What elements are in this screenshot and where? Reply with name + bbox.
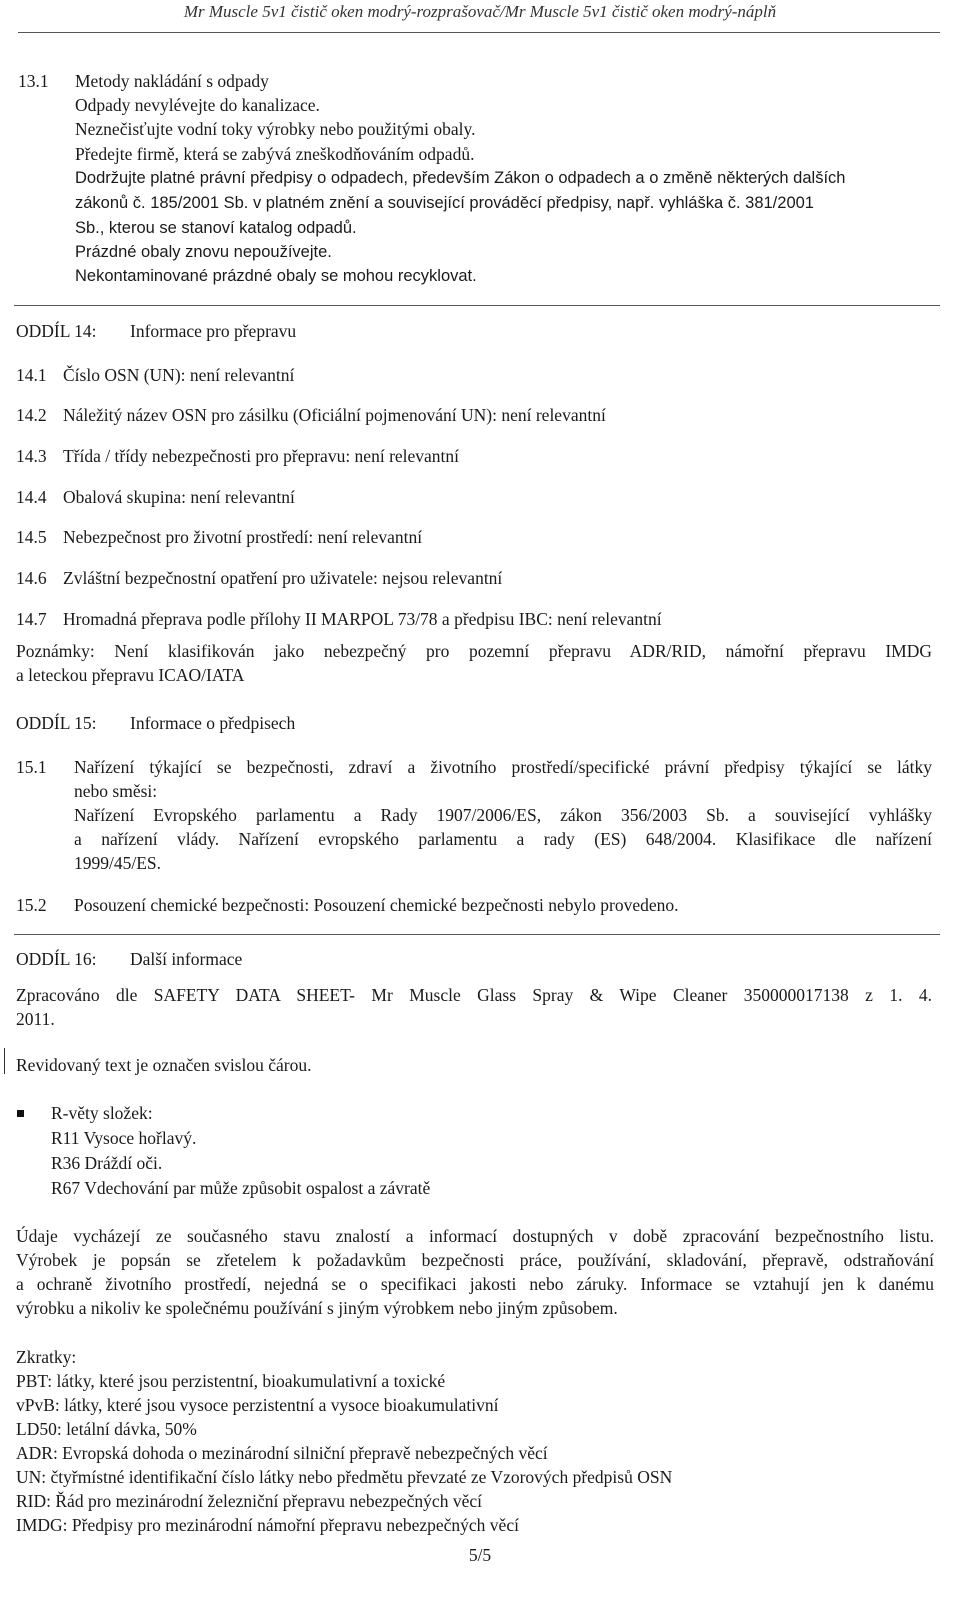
item-number: 13.1 bbox=[18, 71, 49, 91]
text-line: zákonů č. 185/2001 Sb. v platném znění a související prováděcí předpisy, např. vyhláška č. 381/2001 bbox=[75, 194, 814, 212]
section-label: ODDÍL 15: bbox=[16, 713, 97, 733]
item-number: 14.5 bbox=[16, 527, 47, 547]
item-text: Nebezpečnost pro životní prostředí: není relevantní bbox=[63, 527, 423, 547]
r-phrase: R67 Vdechování par může způsobit ospalost a závratě bbox=[51, 1178, 431, 1198]
abbreviations-title: Zkratky: bbox=[16, 1347, 77, 1367]
section-divider bbox=[14, 305, 940, 306]
text-line: Předejte firmě, která se zabývá zneškodňováním odpadů. bbox=[75, 144, 475, 164]
transport-note: a leteckou přepravu ICAO/IATA bbox=[16, 665, 245, 685]
text-line: Neznečisťujte vodní toky výrobky nebo použitými obaly. bbox=[75, 119, 476, 139]
item-number: 14.4 bbox=[16, 487, 47, 507]
item-text: 1999/45/ES. bbox=[74, 853, 162, 873]
text-line: Odpady nevylévejte do kanalizace. bbox=[75, 95, 320, 115]
processed-note: Zpracováno dle SAFETY DATA SHEET- Mr Muscle Glass Spray & Wipe Cleaner 350000017138 z 1. 4. bbox=[16, 985, 932, 1005]
item-title: Metody nakládání s odpady bbox=[75, 71, 269, 91]
section-title: Informace pro přepravu bbox=[130, 321, 297, 341]
disclaimer-line: Výrobek je popsán se zřetelem k požadavkům bezpečnosti práce, používání, skladování, přepravě, odstraňování bbox=[16, 1250, 934, 1270]
r-phrase: R36 Dráždí oči. bbox=[51, 1153, 163, 1173]
abbreviation: LD50: letální dávka, 50% bbox=[16, 1419, 197, 1439]
transport-note: Poznámky: Není klasifikován jako nebezpečný pro pozemní přepravu ADR/RID, námořní přepravu IMDG bbox=[16, 641, 932, 661]
item-number: 15.1 bbox=[16, 757, 47, 777]
abbreviation: PBT: látky, které jsou perzistentní, bioakumulativní a toxické bbox=[16, 1371, 446, 1391]
processed-note: 2011. bbox=[16, 1009, 55, 1029]
item-text: Nařízení Evropského parlamentu a Rady 1907/2006/ES, zákon 356/2003 Sb. a související vyhlášky bbox=[74, 805, 932, 825]
revision-bar bbox=[4, 1048, 5, 1074]
page-number: 5/5 bbox=[468, 1545, 492, 1565]
item-text: Hromadná přeprava podle přílohy II MARPOL 73/78 a předpisu IBC: není relevantní bbox=[63, 609, 662, 629]
r-phrase: R11 Vysoce hořlavý. bbox=[51, 1128, 197, 1148]
item-number: 14.3 bbox=[16, 446, 47, 466]
item-text: nebo směsi: bbox=[74, 781, 158, 801]
item-number: 14.6 bbox=[16, 568, 47, 588]
disclaimer-line: a ochraně životního prostředí, nejedná se o specifikaci jakosti nebo záruky. Informace se vztahují jen k danému bbox=[16, 1274, 934, 1294]
text-line: Nekontaminované prázdné obaly se mohou recyklovat. bbox=[75, 267, 477, 285]
text-line: Prázdné obaly znovu nepoužívejte. bbox=[75, 243, 332, 261]
abbreviation: ADR: Evropská dohoda o mezinárodní silniční přepravě nebezpečných věcí bbox=[16, 1443, 548, 1463]
item-number: 15.2 bbox=[16, 895, 47, 915]
header-divider bbox=[18, 32, 940, 33]
section-title: Další informace bbox=[130, 949, 243, 969]
item-text: Zvláštní bezpečnostní opatření pro uživatele: nejsou relevantní bbox=[63, 568, 503, 588]
item-text: Číslo OSN (UN): není relevantní bbox=[63, 365, 295, 385]
abbreviation: RID: Řád pro mezinárodní železniční přepravu nebezpečných věcí bbox=[16, 1491, 482, 1511]
section-divider bbox=[14, 934, 940, 935]
item-number: 14.7 bbox=[16, 609, 47, 629]
abbreviation: vPvB: látky, které jsou vysoce perzistentní a vysoce bioakumulativní bbox=[16, 1395, 499, 1415]
text-line: Sb., kterou se stanoví katalog odpadů. bbox=[75, 219, 357, 237]
section-label: ODDÍL 14: bbox=[16, 321, 97, 341]
item-text: Náležitý název OSN pro zásilku (Oficiální pojmenování UN): není relevantní bbox=[63, 405, 606, 425]
bullet-icon bbox=[17, 1110, 24, 1117]
disclaimer-line: Údaje vycházejí ze současného stavu znalostí a informací dostupných v době zpracování bezpečnostního listu. bbox=[16, 1226, 934, 1246]
abbreviation: IMDG: Předpisy pro mezinárodní námořní přepravu nebezpečných věcí bbox=[16, 1515, 519, 1535]
item-text: Posouzení chemické bezpečnosti: Posouzení chemické bezpečnosti nebylo provedeno. bbox=[74, 895, 679, 915]
revised-note: Revidovaný text je označen svislou čárou. bbox=[16, 1055, 312, 1075]
item-text: Obalová skupina: není relevantní bbox=[63, 487, 295, 507]
section-label: ODDÍL 16: bbox=[16, 949, 97, 969]
abbreviation: UN: čtyřmístné identifikační číslo látky nebo předmětu převzaté ze Vzorových předpisů OSN bbox=[16, 1467, 673, 1487]
section-title: Informace o předpisech bbox=[130, 713, 296, 733]
text-line: Dodržujte platné právní předpisy o odpadech, především Zákon o odpadech a o změně některých dalších bbox=[75, 169, 846, 187]
item-text: Třída / třídy nebezpečnosti pro přepravu: není relevantní bbox=[63, 446, 460, 466]
disclaimer-line: výrobku a nikoliv ke společnému používání s jiným výrobkem nebo jiným způsobem. bbox=[16, 1298, 618, 1318]
item-text: Nařízení týkající se bezpečnosti, zdraví a životního prostředí/specifické právní předpisy týkající se látky bbox=[74, 757, 932, 777]
item-number: 14.1 bbox=[16, 365, 47, 385]
r-phrases-title: R-věty složek: bbox=[51, 1103, 153, 1123]
document-header: Mr Muscle 5v1 čistič oken modrý-rozprašovač/Mr Muscle 5v1 čistič oken modrý-náplň bbox=[183, 2, 777, 21]
item-text: a nařízení vlády. Nařízení evropského parlamentu a rady (ES) 648/2004. Klasifikace dle nařízení bbox=[74, 829, 932, 849]
item-number: 14.2 bbox=[16, 405, 47, 425]
